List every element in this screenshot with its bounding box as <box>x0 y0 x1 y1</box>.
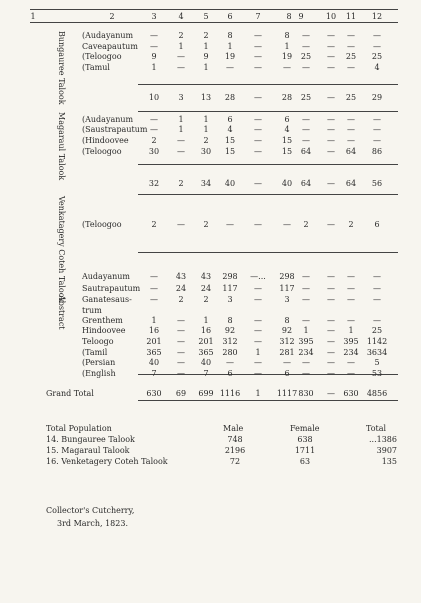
section-rule <box>138 252 398 253</box>
s0-row3-c8: — <box>283 63 291 72</box>
grand-total-c5: 699 <box>198 389 214 398</box>
s3-row9-c9: — <box>302 369 310 378</box>
s1-row1-c9: — <box>302 125 310 134</box>
s1-row3-c5: 30 <box>200 147 212 156</box>
s1-row3-label: (Teloogoo <box>82 147 122 156</box>
s0-row0-c8: 8 <box>284 31 290 40</box>
s2-row0-c8: — <box>283 220 291 229</box>
s1-row0-c7: — <box>254 115 262 124</box>
s2-row0-c3: 2 <box>151 220 157 229</box>
s0-row1-c6: 1 <box>227 42 233 51</box>
s1-row1-c7: — <box>254 125 262 134</box>
s2-row0-c6: — <box>226 220 234 229</box>
s1-total-c4: 2 <box>178 179 184 188</box>
s3-row6-c7: — <box>254 337 262 346</box>
s0-total-c10: — <box>327 93 335 102</box>
s1-row0-c6: 6 <box>227 115 233 124</box>
s3-row9-c12: 53 <box>371 369 383 378</box>
s3-row7-c8: 281 <box>279 348 295 357</box>
s0-row2-c8: 19 <box>281 52 293 61</box>
s0-row3-c7: — <box>254 63 262 72</box>
header-col-4: 4 <box>178 12 184 21</box>
s3-row8-c12: 5 <box>374 358 380 367</box>
s3-row1-c5: 24 <box>200 284 212 293</box>
s1-total-c10: — <box>327 179 335 188</box>
s3-row6-c6: 312 <box>222 337 238 346</box>
s0-total-c8: 28 <box>281 93 293 102</box>
header-col-8: 8 <box>286 12 292 21</box>
s0-row0-c5: 2 <box>203 31 209 40</box>
s0-row3-label: (Tamul <box>82 63 110 72</box>
s3-row5-c3: 16 <box>148 326 160 335</box>
s3-row3-label: trum <box>82 306 102 315</box>
header-top-rule <box>30 9 398 10</box>
s3-row7-c4: — <box>177 348 185 357</box>
s3-row5-c6: 92 <box>224 326 236 335</box>
section-title-venkatagery: Venkatagery Coteh Talook <box>57 196 66 303</box>
s3-row8-c7: — <box>254 358 262 367</box>
s1-row0-c3: — <box>150 115 158 124</box>
s3-row7-c10: — <box>327 348 335 357</box>
summary-row-2-total: 135 <box>381 457 397 466</box>
s1-row3-c7: — <box>254 147 262 156</box>
s0-row3-c10: — <box>327 63 335 72</box>
s1-total-c12: 56 <box>371 179 383 188</box>
grand-total-c3: 630 <box>146 389 162 398</box>
section-rule <box>138 84 398 85</box>
s3-row2-c6: 3 <box>227 295 233 304</box>
s3-row6-label: Teloogo <box>82 337 114 346</box>
s1-total-c3: 32 <box>148 179 160 188</box>
s3-row2-c5: 2 <box>203 295 209 304</box>
s3-row1-c7: — <box>254 284 262 293</box>
s3-row2-label: Ganatesaus- <box>82 295 132 304</box>
s3-row2-c3: — <box>150 295 158 304</box>
section-title-abstract: Abstract <box>57 295 66 330</box>
s1-row1-c4: 1 <box>178 125 184 134</box>
s3-row5-c12: 25 <box>371 326 383 335</box>
s0-total-c9: 25 <box>300 93 312 102</box>
s1-row1-c11: — <box>347 125 355 134</box>
s0-row2-c4: — <box>177 52 185 61</box>
s3-row5-c7: — <box>254 326 262 335</box>
s3-row7-c11: 234 <box>343 348 359 357</box>
s3-row2-c10: — <box>327 295 335 304</box>
s3-row4-c9: — <box>302 316 310 325</box>
s3-row9-c7: — <box>254 369 262 378</box>
s0-row1-c4: 1 <box>178 42 184 51</box>
section-rule <box>138 164 398 165</box>
s3-row9-c5: 7 <box>203 369 209 378</box>
s0-row1-c7: — <box>254 42 262 51</box>
s1-row3-c11: 64 <box>345 147 357 156</box>
s3-row1-c8: 117 <box>279 284 295 293</box>
s3-row9-c8: 6 <box>284 369 290 378</box>
s1-row0-c11: — <box>347 115 355 124</box>
s1-row3-c3: 30 <box>148 147 160 156</box>
s0-row0-c7: — <box>254 31 262 40</box>
s3-row4-c4: — <box>177 316 185 325</box>
s0-row3-c6: — <box>226 63 234 72</box>
s3-row5-c11: 1 <box>348 326 354 335</box>
s0-row2-c11: 25 <box>345 52 357 61</box>
header-col-3: 3 <box>151 12 157 21</box>
s3-row6-c9: 395 <box>298 337 314 346</box>
s0-row2-c3: 9 <box>151 52 157 61</box>
s0-row0-c6: 8 <box>227 31 233 40</box>
s1-total-c5: 34 <box>200 179 212 188</box>
s3-row0-c6: 298 <box>222 272 238 281</box>
s1-row0-c9: — <box>302 115 310 124</box>
s3-row2-c4: 2 <box>178 295 184 304</box>
s1-row1-c10: — <box>327 125 335 134</box>
summary-row-2-female: 63 <box>299 457 311 466</box>
s1-total-c7: — <box>254 179 262 188</box>
summary-row-1-male: 2196 <box>224 446 246 455</box>
s3-row0-c7: —... <box>250 272 266 281</box>
s0-row3-c12: 4 <box>374 63 380 72</box>
s3-row4-c5: 1 <box>203 316 209 325</box>
s3-row8-c4: — <box>177 358 185 367</box>
s1-row2-c3: 2 <box>151 136 157 145</box>
s3-row8-c5: 40 <box>200 358 212 367</box>
s3-row0-c5: 43 <box>200 272 212 281</box>
s3-row0-label: Audayanum <box>82 272 130 281</box>
s0-total-c5: 13 <box>200 93 212 102</box>
s1-row0-label: (Audayanum <box>82 115 134 124</box>
s3-row7-label: (Tamil <box>82 348 108 357</box>
s3-row8-label: (Persian <box>82 358 116 367</box>
s3-row1-c3: — <box>150 284 158 293</box>
s2-row0-label: (Teloogoo <box>82 220 122 229</box>
summary-row-1-name: 15. Magaraul Talook <box>46 446 130 455</box>
s3-row8-c10: — <box>327 358 335 367</box>
s0-total-c11: 25 <box>345 93 357 102</box>
s3-row6-c8: 312 <box>279 337 295 346</box>
summary-row-1-total: 3907 <box>376 446 397 455</box>
section-rule <box>138 400 398 401</box>
grand-total-c8: 1117 <box>276 389 298 398</box>
s3-row4-c8: 8 <box>284 316 290 325</box>
s3-row7-c9: 234 <box>298 348 314 357</box>
s3-row8-c6: — <box>226 358 234 367</box>
s3-row1-c4: 24 <box>175 284 187 293</box>
s3-row0-c10: — <box>327 272 335 281</box>
s3-row4-c6: 8 <box>227 316 233 325</box>
summary-row-0-female: 638 <box>297 435 313 444</box>
s0-row1-c11: — <box>347 42 355 51</box>
s3-row9-c4: — <box>177 369 185 378</box>
s1-row2-c10: — <box>327 136 335 145</box>
grand-total-c6: 1116 <box>219 389 241 398</box>
s3-row0-c9: — <box>302 272 310 281</box>
s3-row1-c9: — <box>302 284 310 293</box>
summary-header-male: Male <box>223 424 244 433</box>
s2-row0-c10: — <box>327 220 335 229</box>
s3-row6-c4: — <box>177 337 185 346</box>
header-col-7: 7 <box>255 12 261 21</box>
s0-row2-c10: — <box>327 52 335 61</box>
s3-row1-c6: 117 <box>222 284 238 293</box>
section-rule <box>138 194 398 195</box>
summary-row-2-male: 72 <box>229 457 241 466</box>
s0-row0-c4: 2 <box>178 31 184 40</box>
s3-row6-c3: 201 <box>146 337 162 346</box>
s3-row5-c8: 92 <box>281 326 293 335</box>
s0-row1-label: Caveapautum <box>82 42 138 51</box>
summary-title: Total Population <box>46 424 112 433</box>
header-col-6: 6 <box>227 12 233 21</box>
s3-row8-c3: 40 <box>148 358 160 367</box>
s3-row4-c7: — <box>254 316 262 325</box>
s0-row2-c7: — <box>254 52 262 61</box>
grand-total-c4: 69 <box>175 389 187 398</box>
s1-row1-c6: 4 <box>227 125 233 134</box>
s3-row0-c11: — <box>347 272 355 281</box>
s1-row2-label: (Hindoovee <box>82 136 129 145</box>
s0-row3-c3: 1 <box>151 63 157 72</box>
s0-row0-c9: — <box>302 31 310 40</box>
s3-row6-c10: — <box>327 337 335 346</box>
s1-total-c9: 64 <box>300 179 312 188</box>
s0-row2-c5: 9 <box>203 52 209 61</box>
s3-row7-c6: 280 <box>222 348 238 357</box>
s1-row2-c6: 15 <box>224 136 236 145</box>
s3-row4-c3: 1 <box>151 316 157 325</box>
s1-row1-label: (Saustrapautum <box>82 125 148 134</box>
s3-row4-c10: — <box>327 316 335 325</box>
summary-row-0-total: ...1386 <box>369 435 397 444</box>
s3-row4-c11: — <box>347 316 355 325</box>
s0-row3-c5: 1 <box>203 63 209 72</box>
s2-row0-c11: 2 <box>348 220 354 229</box>
s3-row9-c11: — <box>347 369 355 378</box>
s1-row0-c10: — <box>327 115 335 124</box>
header-col-2: 2 <box>109 12 115 21</box>
s3-row5-c4: — <box>177 326 185 335</box>
s0-total-c6: 28 <box>224 93 236 102</box>
s3-row2-c7: — <box>254 295 262 304</box>
header-col-9: 9 <box>298 12 304 21</box>
summary-header-female: Female <box>290 424 320 433</box>
s3-row5-c10: — <box>327 326 335 335</box>
s3-row2-c12: — <box>373 295 381 304</box>
s0-row1-c9: — <box>302 42 310 51</box>
section-title-bungauree: Bungauree Talook <box>57 31 66 105</box>
s0-row2-c12: 25 <box>371 52 383 61</box>
s1-row2-c7: — <box>254 136 262 145</box>
s1-row2-c5: 2 <box>203 136 209 145</box>
s3-row8-c11: — <box>347 358 355 367</box>
s3-row4-c12: — <box>373 316 381 325</box>
s1-row2-c11: — <box>347 136 355 145</box>
grand-total-c12: 4856 <box>366 389 388 398</box>
signature-line-2: 3rd March, 1823. <box>57 519 128 528</box>
s0-row2-c9: 25 <box>300 52 312 61</box>
header-bottom-rule <box>30 22 398 23</box>
s0-row1-c10: — <box>327 42 335 51</box>
s0-total-c4: 3 <box>178 93 184 102</box>
s0-row3-c11: — <box>347 63 355 72</box>
s3-row5-c9: 1 <box>303 326 309 335</box>
s3-row9-c6: 6 <box>227 369 233 378</box>
s3-row6-c12: 1142 <box>366 337 388 346</box>
s1-row3-c8: 15 <box>281 147 293 156</box>
s0-row1-c8: 1 <box>284 42 290 51</box>
s0-total-c12: 29 <box>371 93 383 102</box>
grand-total-c11: 630 <box>343 389 359 398</box>
s3-row0-c3: — <box>150 272 158 281</box>
s2-row0-c12: 6 <box>374 220 380 229</box>
s1-row0-c5: 1 <box>203 115 209 124</box>
s3-row4-label: Grenthem <box>82 316 123 325</box>
s1-row0-c12: — <box>373 115 381 124</box>
s3-row7-c12: 3634 <box>366 348 388 357</box>
s3-row0-c8: 298 <box>279 272 295 281</box>
section-rule <box>138 111 398 112</box>
s1-row0-c8: 6 <box>284 115 290 124</box>
grand-total-c9: 830 <box>298 389 314 398</box>
s0-total-c7: — <box>254 93 262 102</box>
summary-row-2-name: 16. Venketagery Coteh Talook <box>46 457 168 466</box>
s0-row0-c3: — <box>150 31 158 40</box>
header-col-12: 12 <box>371 12 383 21</box>
s2-row0-c9: 2 <box>303 220 309 229</box>
s3-row7-c7: 1 <box>255 348 261 357</box>
s3-row6-c11: 395 <box>343 337 359 346</box>
s0-row0-c10: — <box>327 31 335 40</box>
s3-row9-c10: — <box>327 369 335 378</box>
s1-total-c8: 40 <box>281 179 293 188</box>
s2-row0-c7: — <box>254 220 262 229</box>
s0-row0-c11: — <box>347 31 355 40</box>
s3-row2-c9: — <box>302 295 310 304</box>
s1-row2-c8: 15 <box>281 136 293 145</box>
s3-row8-c9: — <box>302 358 310 367</box>
s0-row0-c12: — <box>373 31 381 40</box>
summary-row-1-female: 1711 <box>294 446 316 455</box>
s3-row7-c3: 365 <box>146 348 162 357</box>
s1-row2-c4: — <box>177 136 185 145</box>
grand-total-label: Grand Total <box>46 389 94 398</box>
s0-row3-c9: — <box>302 63 310 72</box>
s3-row9-c3: 7 <box>151 369 157 378</box>
s3-row1-c11: — <box>347 284 355 293</box>
s1-row2-c12: — <box>373 136 381 145</box>
s1-row3-c4: — <box>177 147 185 156</box>
s0-row2-c6: 19 <box>224 52 236 61</box>
header-col-11: 11 <box>345 12 357 21</box>
grand-total-c7: 1 <box>255 389 261 398</box>
s2-row0-c5: 2 <box>203 220 209 229</box>
s3-row9-label: (English <box>82 369 116 378</box>
s1-row2-c9: — <box>302 136 310 145</box>
s3-row2-c8: 3 <box>284 295 290 304</box>
summary-header-total: Total <box>366 424 387 433</box>
s1-row3-c6: 15 <box>224 147 236 156</box>
header-col-5: 5 <box>203 12 209 21</box>
s0-total-c3: 10 <box>148 93 160 102</box>
s3-row2-c11: — <box>347 295 355 304</box>
s1-row3-c9: 64 <box>300 147 312 156</box>
s1-total-c11: 64 <box>345 179 357 188</box>
s1-row1-c3: — <box>150 125 158 134</box>
s3-row1-c12: — <box>373 284 381 293</box>
s1-row3-c10: — <box>327 147 335 156</box>
s1-row3-c12: 86 <box>371 147 383 156</box>
header-col-10: 10 <box>325 12 337 21</box>
summary-row-0-name: 14. Bungauree Talook <box>46 435 135 444</box>
signature-line-1: Collector's Cutcherry, <box>46 506 135 515</box>
header-col-1: 1 <box>30 12 36 21</box>
s3-row7-c5: 365 <box>198 348 214 357</box>
s3-row8-c8: — <box>283 358 291 367</box>
s3-row0-c12: — <box>373 272 381 281</box>
section-title-magaraul: Magaraul Talook <box>57 112 66 181</box>
grand-total-c10: — <box>327 389 335 398</box>
s0-row2-label: (Teloogoo <box>82 52 122 61</box>
s1-row1-c8: 4 <box>284 125 290 134</box>
s3-row5-label: Hindoovee <box>82 326 126 335</box>
summary-row-0-male: 748 <box>227 435 243 444</box>
s1-row0-c4: 1 <box>178 115 184 124</box>
s0-row1-c5: 1 <box>203 42 209 51</box>
s0-row0-label: (Audayanum <box>82 31 134 40</box>
s2-row0-c4: — <box>177 220 185 229</box>
s3-row6-c5: 201 <box>198 337 214 346</box>
s1-row1-c5: 1 <box>203 125 209 134</box>
s1-row1-c12: — <box>373 125 381 134</box>
s0-row1-c3: — <box>150 42 158 51</box>
s1-total-c6: 40 <box>224 179 236 188</box>
s3-row1-c10: — <box>327 284 335 293</box>
s3-row5-c5: 16 <box>200 326 212 335</box>
s3-row0-c4: 43 <box>175 272 187 281</box>
s0-row3-c4: — <box>177 63 185 72</box>
s0-row1-c12: — <box>373 42 381 51</box>
s3-row1-label: Sautrapautum <box>82 284 141 293</box>
